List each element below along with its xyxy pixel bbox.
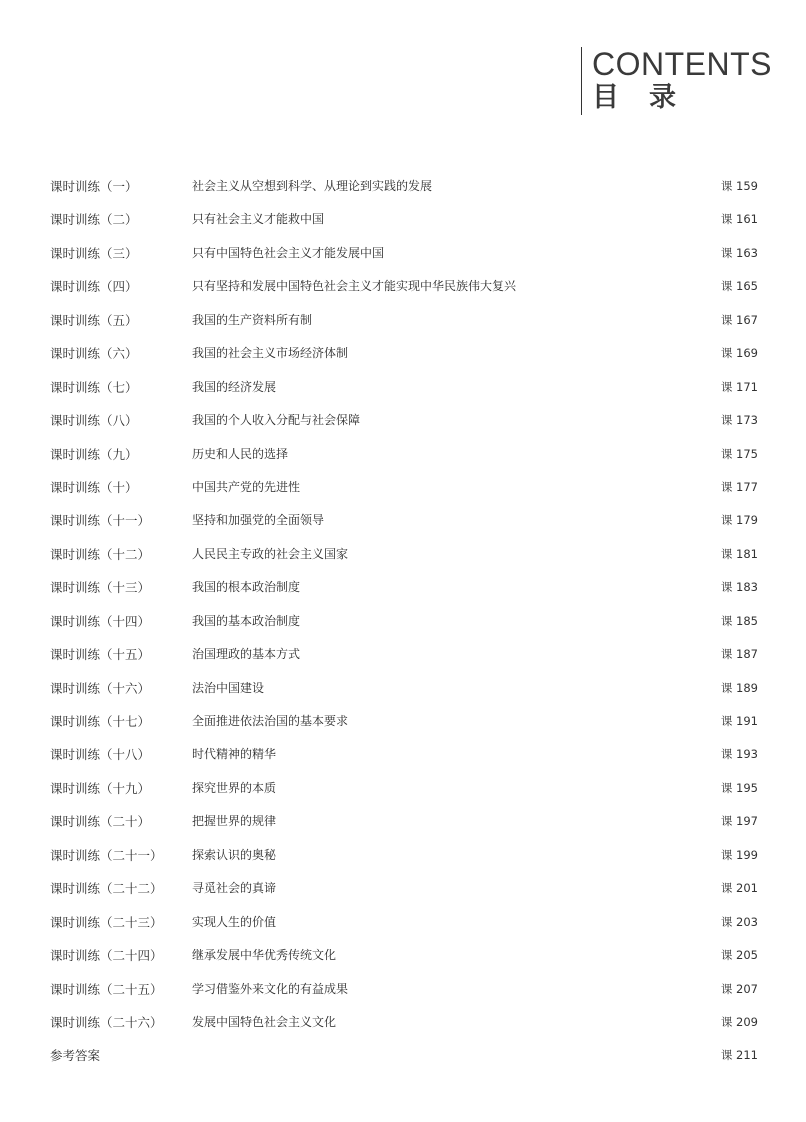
toc-entry-page: 课 175 (720, 446, 758, 461)
toc-entry[interactable] (50, 605, 758, 638)
toc-entry-title: 寻觅社会的真谛 (192, 881, 277, 896)
toc-entry-page: 课 199 (720, 847, 758, 862)
toc-entry-label: 课时训练（二十六） (50, 1014, 163, 1030)
toc-entry-label: 课时训练（三） (50, 245, 138, 261)
toc-entry-label: 课时训练（五） (50, 312, 138, 328)
toc-entry-title: 我国的生产资料所有制 (192, 312, 313, 327)
toc-entry-label: 课时训练（十九） (50, 780, 151, 796)
toc-entry-title: 社会主义从空想到科学、从理论到实践的发展 (192, 179, 433, 193)
toc-entry-title: 探究世界的本质 (192, 780, 277, 795)
toc-entry-title: 只有坚持和发展中国特色社会主义才能实现中华民族伟大复兴 (192, 279, 517, 294)
toc-entry-page: 课 191 (720, 714, 758, 728)
toc-entry[interactable] (50, 404, 758, 437)
toc-entry[interactable] (50, 973, 758, 1006)
toc-entry-page: 课 183 (720, 580, 758, 595)
toc-entry-label: 课时训练（八） (50, 413, 138, 429)
toc-entry-page: 课 189 (720, 680, 758, 695)
toc-entry-label: 课时训练（二十三） (50, 914, 163, 930)
toc-entry-page: 课 169 (720, 346, 758, 361)
toc-entry-label: 课时训练（一） (50, 179, 138, 194)
toc-entry-label: 参考答案 (50, 1048, 101, 1064)
toc-entry-page: 课 185 (720, 613, 758, 628)
toc-entry-title: 我国的经济发展 (192, 379, 277, 394)
toc-entry[interactable] (50, 203, 758, 236)
contents-header (581, 47, 772, 115)
toc-entry-page: 课 173 (720, 413, 758, 428)
toc-entry-label: 课时训练（二十二） (50, 881, 163, 897)
toc-entry[interactable] (50, 237, 758, 270)
toc-entry[interactable] (50, 270, 758, 303)
toc-entry-label: 课时训练（十六） (50, 680, 151, 696)
toc-entry[interactable] (50, 1006, 758, 1039)
toc-entry-page: 课 159 (720, 179, 758, 193)
toc-entry-title: 中国共产党的先进性 (192, 479, 301, 494)
toc-entry[interactable] (50, 805, 758, 838)
toc-entry-page: 课 177 (720, 479, 758, 494)
toc-entry-title: 坚持和加强党的全面领导 (192, 513, 325, 528)
toc-entry-page: 课 187 (720, 647, 758, 662)
toc-entry-page: 课 167 (720, 312, 758, 327)
toc-entry-label: 课时训练（十八） (50, 747, 151, 763)
toc-entry[interactable] (50, 538, 758, 571)
toc-entry[interactable] (50, 1039, 758, 1072)
toc-entry-title: 继承发展中华优秀传统文化 (192, 948, 337, 963)
toc-entry-title: 全面推进依法治国的基本要求 (192, 714, 349, 728)
toc-entry-label: 课时训练（二十四） (50, 948, 163, 964)
toc-entry-title: 我国的基本政治制度 (192, 613, 301, 628)
toc-entry-page: 课 195 (720, 780, 758, 795)
toc-entry-label: 课时训练（二十） (50, 814, 151, 830)
toc-entry[interactable] (50, 672, 758, 705)
toc-entry-title: 学习借鉴外来文化的有益成果 (192, 981, 349, 996)
toc-entry-page: 课 201 (720, 881, 758, 896)
toc-entry-label: 课时训练（十） (50, 479, 138, 495)
toc-entry-title: 实现人生的价值 (192, 914, 277, 929)
toc-entry-label: 课时训练（十一） (50, 513, 151, 529)
toc-entry-label: 课时训练（十七） (50, 714, 151, 729)
toc-entry-title: 只有社会主义才能救中国 (192, 212, 325, 227)
toc-entry[interactable] (50, 705, 758, 738)
toc-entry-title: 只有中国特色社会主义才能发展中国 (192, 245, 385, 260)
toc-entry-label: 课时训练（十五） (50, 647, 151, 663)
toc-entry-page: 课 197 (720, 814, 758, 829)
toc-entry[interactable] (50, 371, 758, 404)
toc-entry[interactable] (50, 337, 758, 370)
toc-entry[interactable] (50, 304, 758, 337)
toc-entry-label: 课时训练（九） (50, 446, 138, 462)
contents-title-en: CONTENTS (592, 46, 772, 82)
toc-entry-title: 时代精神的精华 (192, 747, 277, 762)
toc-entry-title: 把握世界的规律 (192, 814, 277, 829)
toc-entry-page: 课 211 (720, 1048, 758, 1063)
toc-entry-page: 课 165 (720, 279, 758, 294)
toc-entry[interactable] (50, 772, 758, 805)
toc-entry-title: 历史和人民的选择 (192, 446, 289, 461)
toc-entry[interactable] (50, 738, 758, 771)
toc-entry-title: 治国理政的基本方式 (192, 647, 301, 662)
toc-entry-label: 课时训练（十四） (50, 613, 151, 629)
toc-entry-label: 课时训练（二十五） (50, 981, 163, 997)
toc-entry-page: 课 179 (720, 513, 758, 528)
toc-entry-title: 法治中国建设 (192, 680, 265, 695)
toc-entry-page: 课 193 (720, 747, 758, 762)
toc-entry[interactable] (50, 839, 758, 872)
toc-entry-label: 课时训练（二） (50, 212, 138, 228)
toc-entry[interactable] (50, 638, 758, 671)
toc-entry-label: 课时训练（十二） (50, 546, 151, 562)
toc-entry-title: 我国的社会主义市场经济体制 (192, 346, 349, 361)
toc-entry[interactable] (50, 438, 758, 471)
toc-entry-title: 探索认识的奥秘 (192, 847, 277, 862)
toc-entry-title: 我国的根本政治制度 (192, 580, 301, 595)
toc-entry-title: 我国的个人收入分配与社会保障 (192, 413, 361, 428)
toc-entry-page: 课 207 (720, 981, 758, 996)
contents-title-zh: 目录 (592, 82, 706, 113)
toc-entry[interactable] (50, 906, 758, 939)
toc-entry-label: 课时训练（六） (50, 346, 138, 362)
toc-entry[interactable] (50, 571, 758, 604)
toc-entry-label: 课时训练（四） (50, 279, 138, 295)
toc-entry-page: 课 203 (720, 914, 758, 929)
toc-entry-title: 发展中国特色社会主义文化 (192, 1014, 337, 1029)
toc-entry-label: 课时训练（十三） (50, 580, 151, 596)
table-of-contents (50, 170, 758, 1073)
toc-entry[interactable] (50, 939, 758, 972)
toc-entry-title: 人民民主专政的社会主义国家 (192, 546, 349, 561)
toc-entry-page: 课 171 (720, 379, 758, 394)
toc-entry[interactable] (50, 872, 758, 905)
toc-entry-page: 课 205 (720, 948, 758, 963)
toc-entry-label: 课时训练（二十一） (50, 847, 163, 863)
toc-entry-label: 课时训练（七） (50, 379, 138, 395)
toc-entry-page: 课 209 (720, 1014, 758, 1029)
toc-entry-page: 课 181 (720, 546, 758, 561)
toc-entry[interactable] (50, 170, 758, 203)
toc-entry[interactable] (50, 504, 758, 537)
toc-entry-page: 课 163 (720, 245, 758, 260)
toc-entry[interactable] (50, 471, 758, 504)
toc-entry-page: 课 161 (720, 212, 758, 227)
